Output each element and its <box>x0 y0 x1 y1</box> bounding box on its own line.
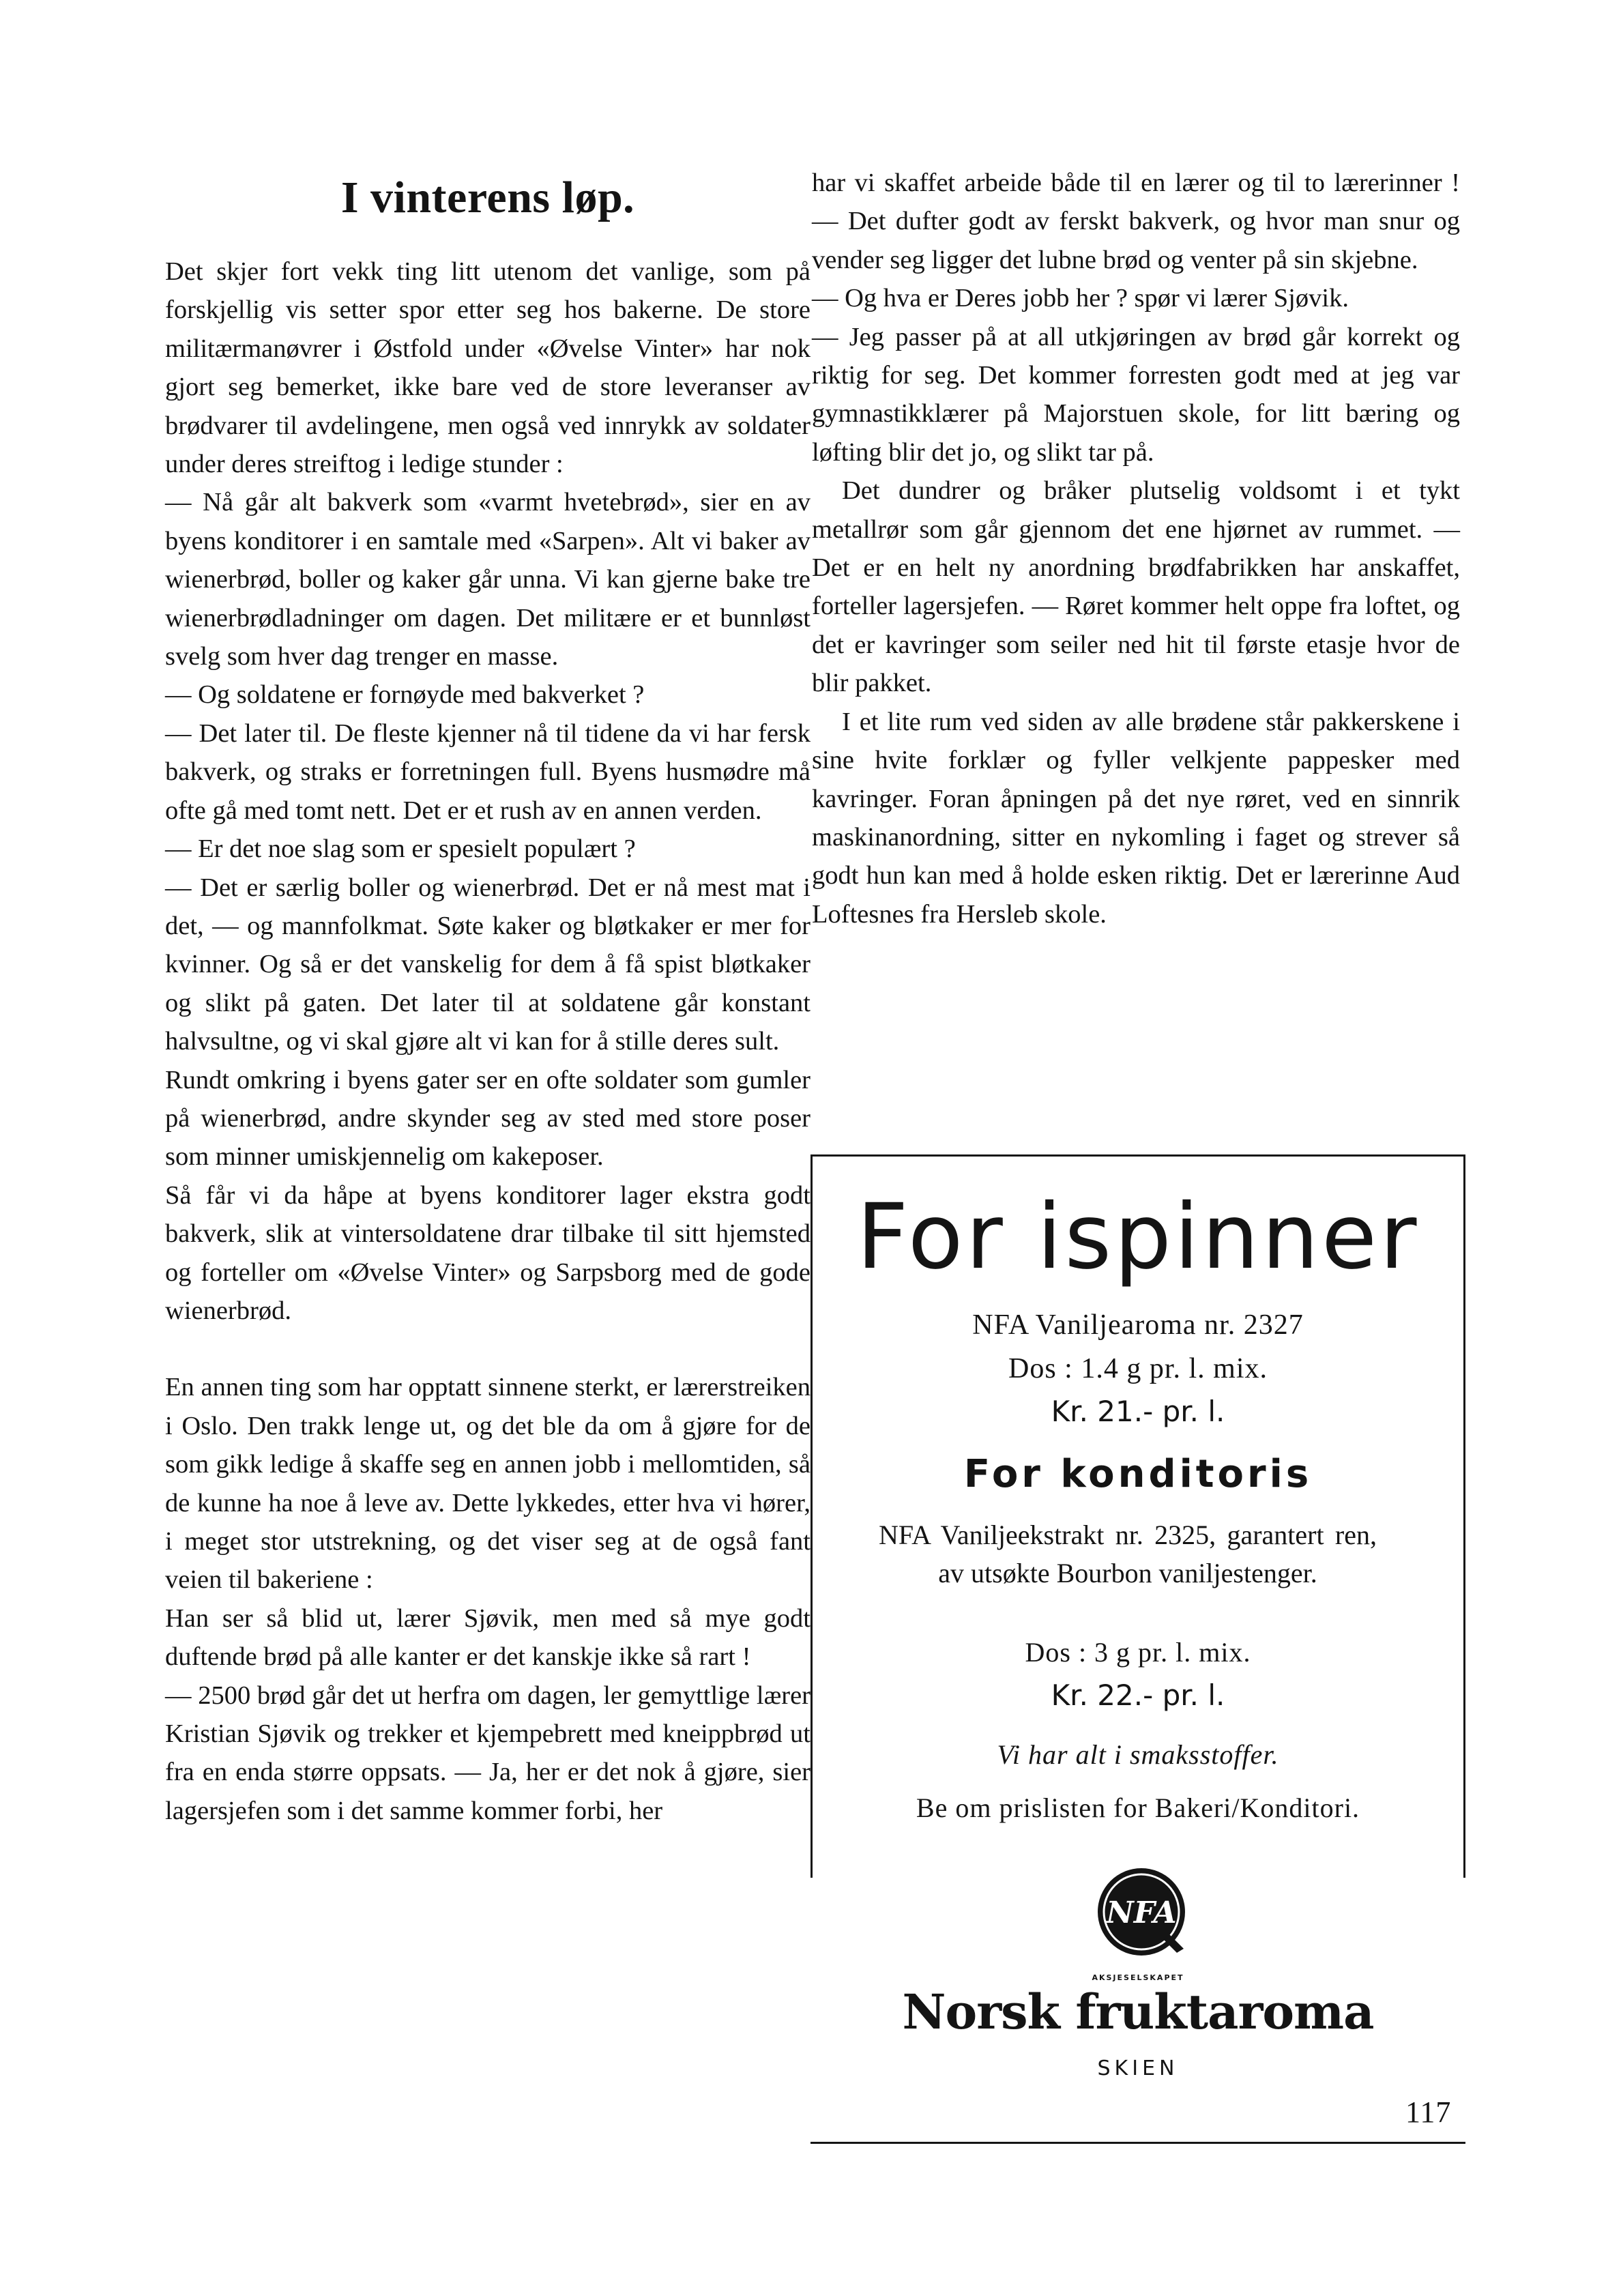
ad-product2-price: Kr. 22.- pr. l. <box>1051 1679 1225 1712</box>
paragraph: har vi skaffet arbeide både til en lærer og til to lærerinner ! — Det dufter godt av ferskt bakverk, og hvor man snur og vender seg ligger det lubne brød og venter på sin skjebne. <box>812 169 1460 274</box>
paragraph: — Jeg passer på at all utkjøringen av brød går korrekt og riktig for seg. Det kommer forresten godt med at jeg var gymnastikklærer på Majorstuen skole, for litt bæring og løfting blir det jo, og slikt tar på. <box>812 322 1460 467</box>
paragraph: Rundt omkring i byens gater ser en ofte soldater som gumler på wienerbrød, andre skynder seg av sted med store poser som minner umiskjennelig om kakeposer. <box>165 1065 810 1172</box>
ad-product2-text: NFA Vaniljeekstrakt nr. 2325, garantert ren, av utsøkte Bourbon vaniljestenger. <box>879 1520 1377 1588</box>
paragraph: En annen ting som har opptatt sinnene sterkt, er lærerstreiken i Oslo. Den trakk lenge ut, og det ble da om å gjøre for de som gikk ledige å skaffe seg en annen jobb i mellomtiden, så de kunne ha noe å leve av. Dette lykkedes, etter hva vi hører, i meget stor utstrekning, og det viser seg at de også fant veien til bakeriene : <box>165 1373 810 1595</box>
section-gap <box>165 1330 810 1368</box>
paragraph: I et lite rum ved siden av alle brødene står pakkerskene i sine hvite forklær og fyller velkjente pappesker med kavringer. Foran åpningen på det nye røret, ved en sinnrik maskinanordning, sitter en nykomling i faget og strever så godt hun kan med å holde esken riktig. Det er lærerinne Aud Loftesnes fra Hersleb skole. <box>812 707 1460 929</box>
logo-lettering: NFA <box>1106 1895 1177 1930</box>
paragraph: Det skjer fort vekk ting litt utenom det vanlige, som på forskjellig vis setter spor etter seg hos bakerne. De store militærmanøvrer i Østfold under «Øvelse Vinter» har nok gjort seg bemerket, ikke bare ved de store leveranser av brødvarer til avdelingene, men også ved innrykk av soldater under deres streiftog i ledige stunder : <box>165 257 810 479</box>
ad-headline: For ispinner <box>856 1185 1420 1290</box>
ad-slogan: Vi har alt i smaksstoffer. <box>997 1739 1279 1770</box>
ad-pricelist-request: Be om prislisten for Bakeri/Konditori. <box>916 1792 1360 1823</box>
paragraph: — Nå går alt bakverk som «varmt hvetebrød», sier en av byens konditorer i en samtale med «Sarpen». Alt vi baker av wienerbrød, boller og kaker går unna. Vi kan gjerne bake tre wienerbrødladninger om dagen. Det militære er et bunnløst svelg som hver dag trenger en masse. <box>165 488 810 671</box>
ad-product1-price: Kr. 21.- pr. l. <box>1051 1395 1225 1428</box>
paragraph: — Og soldatene er fornøyde med bakverket ? <box>165 680 645 710</box>
ad-company-prefix: AKSJESELSKAPET <box>1092 1973 1184 1982</box>
ad-subheadline: For konditoris <box>963 1452 1313 1496</box>
paragraph: — Det later til. De fleste kjenner nå til tidene da vi har fersk bakverk, og straks er forretningen full. Byens husmødre må ofte gå med tomt nett. Det er et rush av en annen verden. <box>165 718 810 825</box>
ad-product2-dose: Dos : 3 g pr. l. mix. <box>1025 1637 1251 1668</box>
paragraph: — 2500 brød går det ut herfra om dagen, ler gemyttlige lærer Kristian Sjøvik og trekker et kjempebrett med kneippbrød ut fra en enda større oppsats. — Ja, her er det nok å gjøre, sier lagersjefen som i det samme kommer forbi, her <box>165 1681 810 1825</box>
ad-top-rule <box>810 1154 1465 1157</box>
ad-product1-name: NFA Vaniljearoma nr. 2327 <box>972 1309 1304 1341</box>
right-column <box>812 164 1460 933</box>
advertisement <box>810 1154 1465 2144</box>
paragraph: — Og hva er Deres jobb her ? spør vi lærer Sjøvik. <box>812 284 1349 313</box>
paragraph: Så får vi da håpe at byens konditorer lager ekstra godt bakverk, slik at vintersoldatene drar tilbake til sitt hjemsted og forteller om «Øvelse Vinter» og Sarpsborg med de gode wienerbrød. <box>165 1180 810 1325</box>
left-column <box>165 161 810 1830</box>
ad-bottom-rule <box>810 2142 1465 2144</box>
ad-company-name: Norsk fruktaroma <box>902 1983 1374 2040</box>
paragraph: Det dundrer og bråker plutselig voldsomt i et tykt metallrør som går gjennom det ene hjørnet av rummet. — Det er en helt ny anordning brødfabrikken har anskaffet, forteller lagersjefen. — Røret kommer helt oppe fra loftet, og det er kavringer som seiler ned hit til første etasje hvor de blir pakket. <box>812 476 1460 698</box>
paragraph: — Er det noe slag som er spesielt populært ? <box>165 834 636 864</box>
ad-city: SKIEN <box>1097 2057 1179 2080</box>
ad-product1-dose: Dos : 1.4 g pr. l. mix. <box>1008 1353 1268 1384</box>
paragraph: Han ser så blid ut, lærer Sjøvik, men med så mye godt duftende brød på alle kanter er det kanskje ikke så rart ! <box>165 1603 810 1672</box>
article-title: I vinterens løp. <box>340 173 635 222</box>
paragraph: — Det er særlig boller og wienerbrød. Det er nå mest mat i det, — og mannfolkmat. Søte kaker og bløtkaker er mer for kvinner. Og så er det vanskelig for dem å få spist bløtkaker og slikt på gaten. Det later til at soldatene går konstant halvsultne, og vi skal gjøre alt vi kan for å stille deres sult. <box>165 873 810 1056</box>
nfa-logo-icon <box>1094 1864 1189 1960</box>
page-number: 117 <box>1405 2095 1452 2129</box>
